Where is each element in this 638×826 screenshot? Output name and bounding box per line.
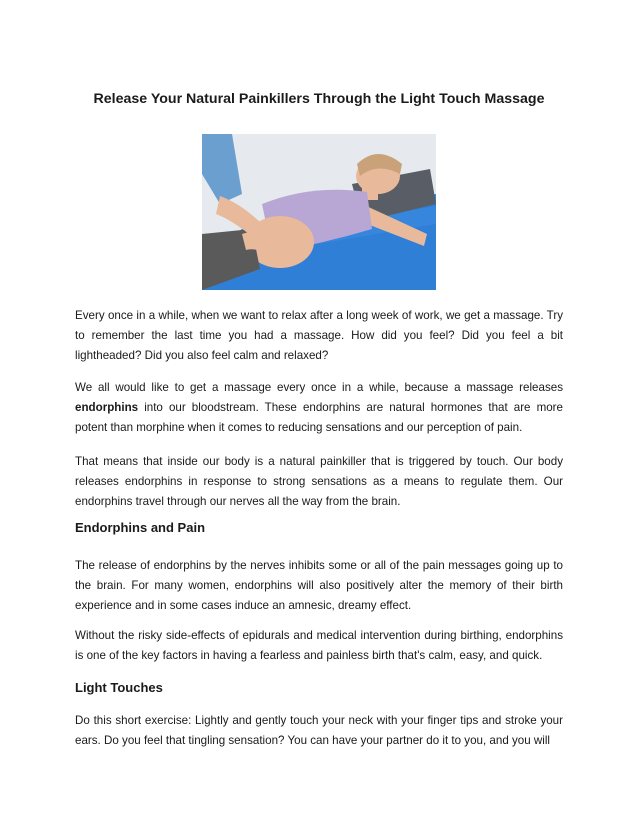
section-heading-endorphins-pain: Endorphins and Pain xyxy=(75,520,206,535)
paragraph-release: The release of endorphins by the nerves inhibits some or all of the pain messages going up to the brain. For many women, endorphins will also positively alter the memory of their birth experience and in some cases induce an amnesic, dreamy effect. xyxy=(75,559,563,613)
paragraph-endorphins-start: We all would like to get a massage every once in a while, because a massage releases xyxy=(75,381,563,394)
endorphins-bold: endorphins xyxy=(75,401,139,415)
paragraph-painkiller: That means that inside our body is a natural painkiller that is triggered by touch. Our body releases endorphins in response to strong sensations as a means to regulate them. Our endorphins travel through our nerves all the way from the brain. xyxy=(75,455,563,509)
paragraph-exercise: Do this short exercise: Lightly and gently touch your neck with your finger tips and stroke your ears. Do you feel that tingling sensation? You can have your partner do it to you, and you will xyxy=(75,714,563,748)
massage-photo xyxy=(202,134,436,290)
massage-photo-icon xyxy=(202,134,436,290)
paragraph-endorphins xyxy=(75,378,563,439)
section-heading-light-touches: Light Touches xyxy=(75,680,163,695)
paragraph-endorphins-end: into our bloodstream. These endorphins are natural hormones that are more potent than morphine when it comes to reducing sensations and our perception of pain. xyxy=(75,401,563,435)
paragraph-intro: Every once in a while, when we want to relax after a long week of work, we get a massage. Try to remember the last time you had a massage. How did you feel? Did you feel a bit lightheaded? Did you also feel calm and relaxed? xyxy=(75,309,563,363)
paragraph-side-effects: Without the risky side-effects of epidurals and medical intervention during birthing, endorphins is one of the key factors in having a fearless and painless birth that's calm, easy, and quick. xyxy=(75,629,563,663)
document-title: Release Your Natural Painkillers Through the Light Touch Massage xyxy=(93,91,545,107)
